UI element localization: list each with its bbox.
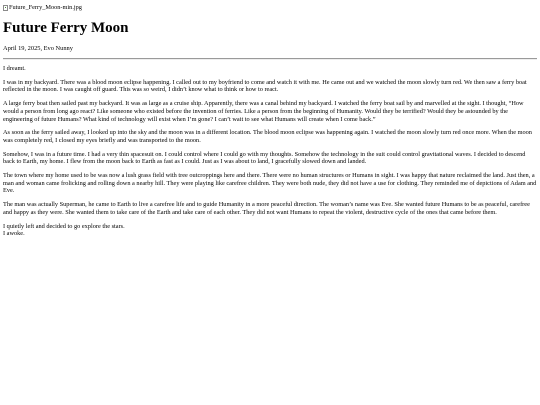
paragraph: As soon as the ferry sailed away, I looked up into the sky and the moon was in a different location. The blood moon eclipse was happening again. I watched the moon slowly turn red once more. When the moon was completely red, I closed my eyes briefly and was transported to the moon. (3, 129, 532, 144)
article-body (3, 65, 537, 238)
paragraph: I dreamt. (3, 65, 26, 72)
broken-image-icon (3, 5, 8, 11)
paragraph: I was in my backyard. There was a blood moon eclipse happening. I called out to my boyfriend to come and watch it with me. He came out and we watched the moon slowly turn red. We then saw a ferry boat reflected in the moon. I was caught off guard. This was so weird, I didn’t know what to think or how to react. (3, 78, 527, 94)
paragraph: The man was actually Superman, he came to Earth to live a carefree life and to guide Humanity in a more peaceful direction. The woman’s name was Eve. She wanted future Humans to be as peaceful, carefree and happy as they were. She wanted them to take care of the Earth and take care of each other. They did not want Humans to repeat the violent, destructive cycle of the ones that came before them. (3, 201, 530, 216)
paragraph: The town where my home used to be was now a lush grass field with tree outcroppings here and there. There were no human structures or Humans in sight. I was happy that nature reclaimed the land. Just then, a man and woman came frolicking and rolling down a nearby hill. They were playing like carefree children. They were both nude, they did not have a use for clothing. They reminded me of depictions of Adam and Eve. (3, 172, 537, 195)
article-title: Future Ferry Moon (3, 20, 129, 36)
paragraph: A large ferry boat then sailed past my backyard. It was as large as a cruise ship. Apparently, there was a canal behind my backyard. I watched the ferry boat sail by and marvelled at the sight. I thought, “How would a person from long ago react? Like someone who existed before the invention of ferries. Like a person from the beginning of Humanity. Would they be terrified? Would they be astounded by the engineering of future Humans? What kind of technology will exist when I’m gone? I can’t wait to see what Humans will create when I come back.” (3, 100, 524, 123)
closing-line: I quietly left and decided to go explore the stars. (3, 222, 125, 230)
featured-image-alt-text: Future_Ferry_Moon-min.jpg (9, 4, 82, 11)
article-meta: April 19, 2025, Evo Nunny (3, 45, 73, 52)
closing-line: I awoke. (3, 230, 25, 238)
divider (3, 58, 537, 60)
paragraph: Somehow, I was in a future time. I had a very thin spacesuit on. I could control where I could go with my thoughts. Somehow the technology in the suit could control gravitational waves. I decided to descend back to Earth, my home. I flew from the moon back to Earth as fast as I could. Just as I was about to land, I gracefully slowed down and landed. (3, 150, 526, 166)
featured-image (3, 3, 537, 13)
